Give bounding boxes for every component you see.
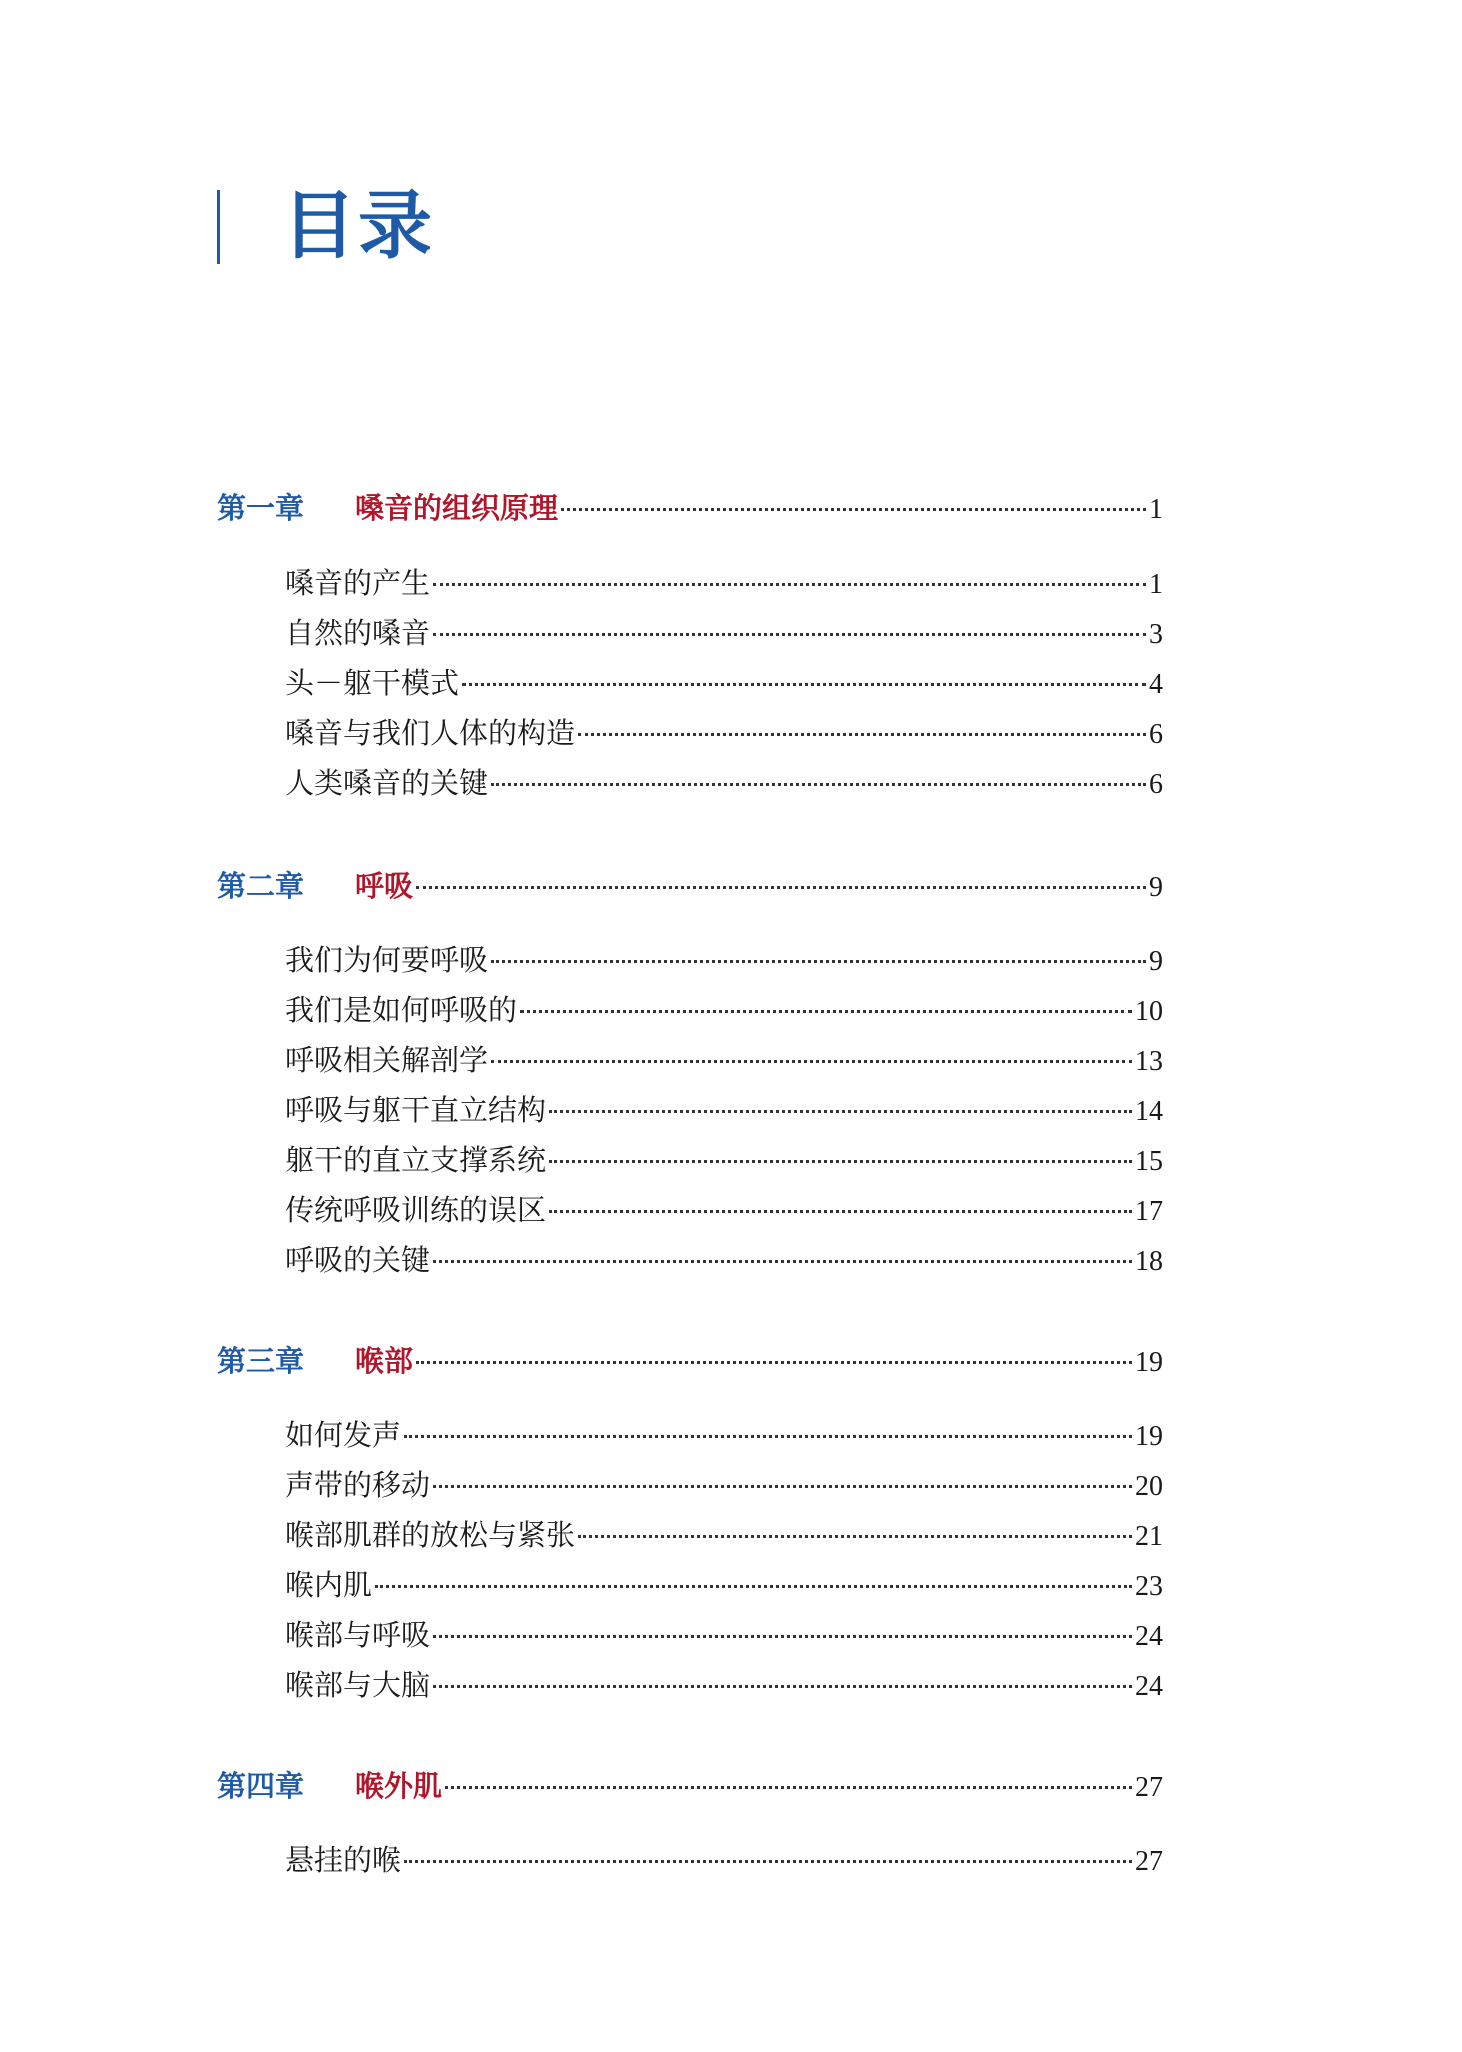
page-number: 6 xyxy=(1149,769,1163,800)
dot-leader xyxy=(404,1435,1132,1438)
toc-section[interactable] xyxy=(285,663,1163,705)
page-number: 4 xyxy=(1149,669,1163,700)
toc-chapter-4[interactable] xyxy=(217,1766,1163,1808)
page-number: 20 xyxy=(1135,1471,1163,1502)
chapter-number: 第三章 xyxy=(217,1344,305,1378)
section-title: 嗓音与我们人体的构造 xyxy=(285,716,576,750)
toc-section[interactable] xyxy=(285,763,1163,805)
page-number: 9 xyxy=(1149,872,1163,903)
toc-section[interactable] xyxy=(285,1840,1163,1882)
dot-leader xyxy=(433,1485,1132,1488)
toc-section[interactable] xyxy=(285,1415,1163,1457)
toc-chapter-1[interactable] xyxy=(217,488,1163,530)
chapter-title: 喉外肌 xyxy=(355,1769,443,1803)
section-title: 自然的嗓音 xyxy=(285,616,431,650)
page-number: 14 xyxy=(1135,1096,1163,1127)
toc-section[interactable] xyxy=(285,1190,1163,1232)
dot-leader xyxy=(549,1210,1132,1213)
dot-leader xyxy=(433,633,1146,636)
section-title: 嗓音的产生 xyxy=(285,566,431,600)
section-title: 声带的移动 xyxy=(285,1468,431,1502)
dot-leader xyxy=(433,1635,1132,1638)
dot-leader xyxy=(433,583,1146,586)
dot-leader xyxy=(445,1786,1132,1789)
chapter-number: 第一章 xyxy=(217,491,305,525)
toc-section[interactable] xyxy=(285,940,1163,982)
section-title: 呼吸相关解剖学 xyxy=(285,1043,489,1077)
toc-section[interactable] xyxy=(285,1615,1163,1657)
page-number: 17 xyxy=(1135,1196,1163,1227)
section-title: 喉部与呼吸 xyxy=(285,1618,431,1652)
chapter-title: 呼吸 xyxy=(355,869,414,903)
page-number: 6 xyxy=(1149,719,1163,750)
chapter-number: 第二章 xyxy=(217,869,305,903)
page-number: 23 xyxy=(1135,1571,1163,1602)
page-number: 24 xyxy=(1135,1621,1163,1652)
toc-section[interactable] xyxy=(285,1665,1163,1707)
toc-section[interactable] xyxy=(285,713,1163,755)
page-number: 15 xyxy=(1135,1146,1163,1177)
dot-leader xyxy=(520,1010,1132,1013)
page-number: 24 xyxy=(1135,1671,1163,1702)
toc-section[interactable] xyxy=(285,613,1163,655)
dot-leader xyxy=(416,886,1146,889)
dot-leader xyxy=(433,1260,1132,1263)
dot-leader xyxy=(491,960,1146,963)
page-number: 13 xyxy=(1135,1046,1163,1077)
dot-leader xyxy=(549,1160,1132,1163)
dot-leader xyxy=(561,508,1146,511)
page-number: 19 xyxy=(1135,1421,1163,1452)
toc-section[interactable] xyxy=(285,1240,1163,1282)
toc-section[interactable] xyxy=(285,1515,1163,1557)
section-title: 喉部肌群的放松与紧张 xyxy=(285,1518,576,1552)
chapter-title: 喉部 xyxy=(355,1344,414,1378)
dot-leader xyxy=(578,733,1146,736)
toc-chapter-3[interactable] xyxy=(217,1341,1163,1383)
toc-section[interactable] xyxy=(285,1040,1163,1082)
section-title: 传统呼吸训练的误区 xyxy=(285,1193,547,1227)
dot-leader xyxy=(404,1860,1132,1863)
toc-section[interactable] xyxy=(285,1565,1163,1607)
dot-leader xyxy=(549,1110,1132,1113)
section-title: 呼吸的关键 xyxy=(285,1243,431,1277)
section-title: 我们是如何呼吸的 xyxy=(285,993,518,1027)
page-title: 目录 xyxy=(282,183,434,269)
page-number: 19 xyxy=(1135,1347,1163,1378)
page-number: 21 xyxy=(1135,1521,1163,1552)
section-title: 喉部与大脑 xyxy=(285,1668,431,1702)
dot-leader xyxy=(491,783,1146,786)
page-number: 1 xyxy=(1149,569,1163,600)
section-title: 喉内肌 xyxy=(285,1568,373,1602)
toc-section[interactable] xyxy=(285,1090,1163,1132)
dot-leader xyxy=(416,1361,1132,1364)
section-title: 呼吸与躯干直立结构 xyxy=(285,1093,547,1127)
section-title: 我们为何要呼吸 xyxy=(285,943,489,977)
toc-section[interactable] xyxy=(285,563,1163,605)
section-title: 头－躯干模式 xyxy=(285,666,460,700)
chapter-title: 嗓音的组织原理 xyxy=(355,491,559,525)
page-number: 3 xyxy=(1149,619,1163,650)
dot-leader xyxy=(578,1535,1132,1538)
toc-chapter-2[interactable] xyxy=(217,866,1163,908)
section-title: 躯干的直立支撑系统 xyxy=(285,1143,547,1177)
section-title: 人类嗓音的关键 xyxy=(285,766,489,800)
chapter-number: 第四章 xyxy=(217,1769,305,1803)
page-number: 9 xyxy=(1149,946,1163,977)
dot-leader xyxy=(491,1060,1132,1063)
toc-section[interactable] xyxy=(285,1140,1163,1182)
section-title: 悬挂的喉 xyxy=(285,1843,402,1877)
page-number: 10 xyxy=(1135,996,1163,1027)
section-title: 如何发声 xyxy=(285,1418,402,1452)
page-number: 18 xyxy=(1135,1246,1163,1277)
page-number: 27 xyxy=(1135,1846,1163,1877)
page-number: 27 xyxy=(1135,1772,1163,1803)
dot-leader xyxy=(433,1685,1132,1688)
toc-section[interactable] xyxy=(285,990,1163,1032)
dot-leader xyxy=(375,1585,1132,1588)
toc-section[interactable] xyxy=(285,1465,1163,1507)
page-number: 1 xyxy=(1149,494,1163,525)
dot-leader xyxy=(462,683,1146,686)
